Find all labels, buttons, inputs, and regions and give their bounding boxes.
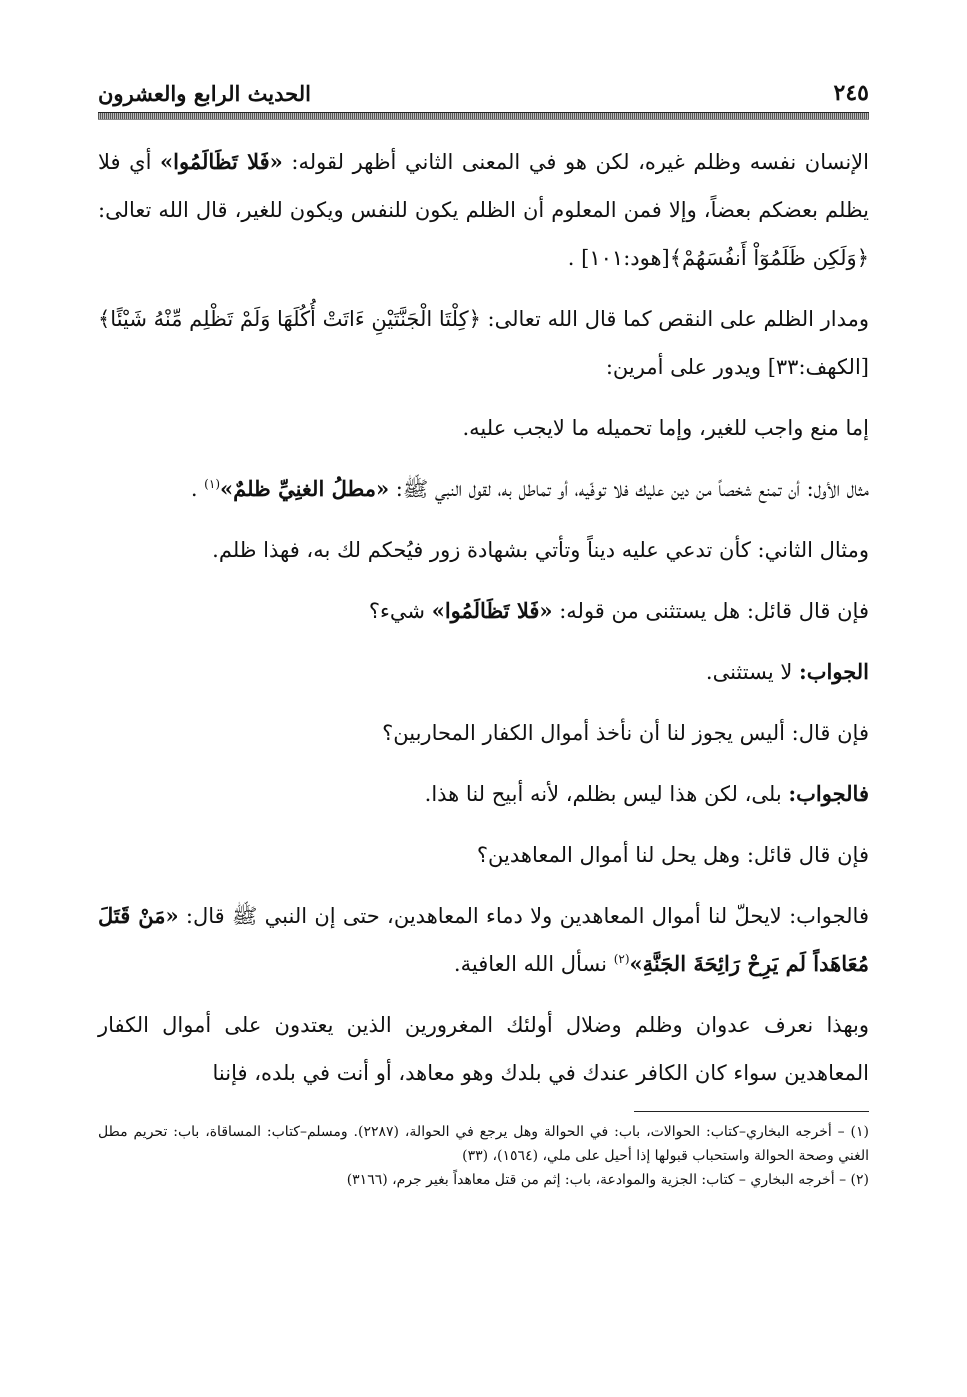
header-rule <box>98 112 869 120</box>
answer-label: فالجواب: <box>788 781 869 806</box>
paragraph: وبهذا نعرف عدوان وظلم وضلال أولئك المغرورين الذين يعتدون على أموال الكفار المعاهدين سواء كان الكافر عندك في بلدك وهو معاهد، أو أنت في بلده، فإننا <box>98 1013 869 1085</box>
paragraph: الجواب: لا يستثنى. <box>705 659 869 684</box>
footnote-separator-wrap <box>98 1097 869 1112</box>
footnote-separator <box>634 1111 869 1112</box>
paragraph: ومثال الثاني: كأن تدعي عليه ديناً وتأتي بشهادة زور فيُحكم لك به، فهذا ظلم. <box>212 538 869 562</box>
quran-verse: ﴿كِلْتَا الْجَنَّتَيْنِ ءَاتَتْ أُكُلَهَا وَلَمْ تَظْلِم مِّنْهُ شَيْئًا﴾ <box>98 307 481 331</box>
hadith-quote: «فَلا تَظَالَمُوا» <box>160 149 283 174</box>
paragraph: إما منع واجب للغير، وإما تحميله ما لايجب عليه. <box>462 416 869 440</box>
chapter-title: الحديث الرابع والعشرون <box>98 81 311 106</box>
footnotes <box>98 1120 869 1192</box>
hadith-quote: «فَلا تَظَالَمُوا» <box>431 598 553 623</box>
footnote: (٢) – أخرجه البخاري – كتاب: الجزية والموادعة، باب: إثم من قتل معاهداً بغير جرم، (٣١٦٦) <box>346 1172 869 1188</box>
paragraph: مثال الأول: أن تمنع شخصاً من دين عليك فلا توفّيه، أو تماطل به، لقول النبي ﷺ: «مطلُ الغنِيِّ ظلمٌ»$^{(١)}$ . <box>190 476 869 501</box>
footnote: (١) – أخرجه البخاري–كتاب: الحوالات، باب: في الحوالة وهل يرجع في الحوالة، (٢٢٨٧). ومسلم–كتاب: المساقاة، باب: تحريم مطل الغني وصحة الحوالة واستحباب قبولها إذا أحيل على ملي، (١٥٦٤)، (٣٣) <box>98 1124 870 1164</box>
body-text <box>98 138 869 1097</box>
footnote-marker: (٢) <box>613 952 630 966</box>
verse-reference: [هود:١٠١] . <box>567 246 670 270</box>
running-header <box>98 72 869 106</box>
answer-label: الجواب: <box>799 659 869 684</box>
paragraph: فالجواب: بلى، لكن هذا ليس بظلم، لأنه أبيح لنا هذا. <box>424 781 869 806</box>
footnote-marker: (١) <box>204 477 220 491</box>
paragraph: فإن قال قائل: وهل يحل لنا أموال المعاهدين؟ <box>476 843 869 867</box>
hadith-quote: «مطلُ الغنِيِّ ظلمٌ» <box>220 476 390 501</box>
hadith-quote: «مَنْ قَتَلَ مُعَاهَداً لَم يَرِحْ رَائِحَةَ الجَنَّةِ» <box>98 903 869 976</box>
paragraph: فإن قال قائل: هل يستثنى من قوله: «فَلا تَظَالَمُوا» شيء؟ <box>368 598 869 623</box>
paragraph: فالجواب: لايحلّ لنا أموال المعاهدين ولا دماء المعاهدين، حتى إن النبي ﷺ قال: «مَنْ قَتَلَ مُعَاهَداً لَم يَرِحْ رَائِحَةَ الجَنَّةِ»$^{(٢)}$ نسأل الله العافية. <box>98 903 869 976</box>
quran-verse: ﴿وَلَكِن ظَلَمُوٓاْ أَنفُسَهُمْ﴾ <box>669 246 869 270</box>
paragraph: الإنسان نفسه وظلم غيره، لكن هو في المعنى الثاني أظهر لقوله: «فَلا تَظَالَمُوا» أي فلا يظلم بعضكم بعضاً، وإلا فمن المعلوم أن الظلم يكون للنفس ويكون للغير، قال الله تعالى: ﴿وَلَكِن ظَلَمُوٓاْ أَنفُسَهُمْ﴾[هود:١٠١] . <box>98 149 869 270</box>
page-number: ٢٤٥ <box>833 80 869 106</box>
paragraph: ومدار الظلم على النقص كما قال الله تعالى: ﴿كِلْتَا الْجَنَّتَيْنِ ءَاتَتْ أُكُلَهَا وَلَمْ تَظْلِم مِّنْهُ شَيْئًا﴾[الكهف:٣٣] ويدور على أمرين: <box>98 307 869 379</box>
paragraph: فإن قال: أليس يجوز لنا أن نأخذ أموال الكفار المحاربين؟ <box>382 721 869 745</box>
